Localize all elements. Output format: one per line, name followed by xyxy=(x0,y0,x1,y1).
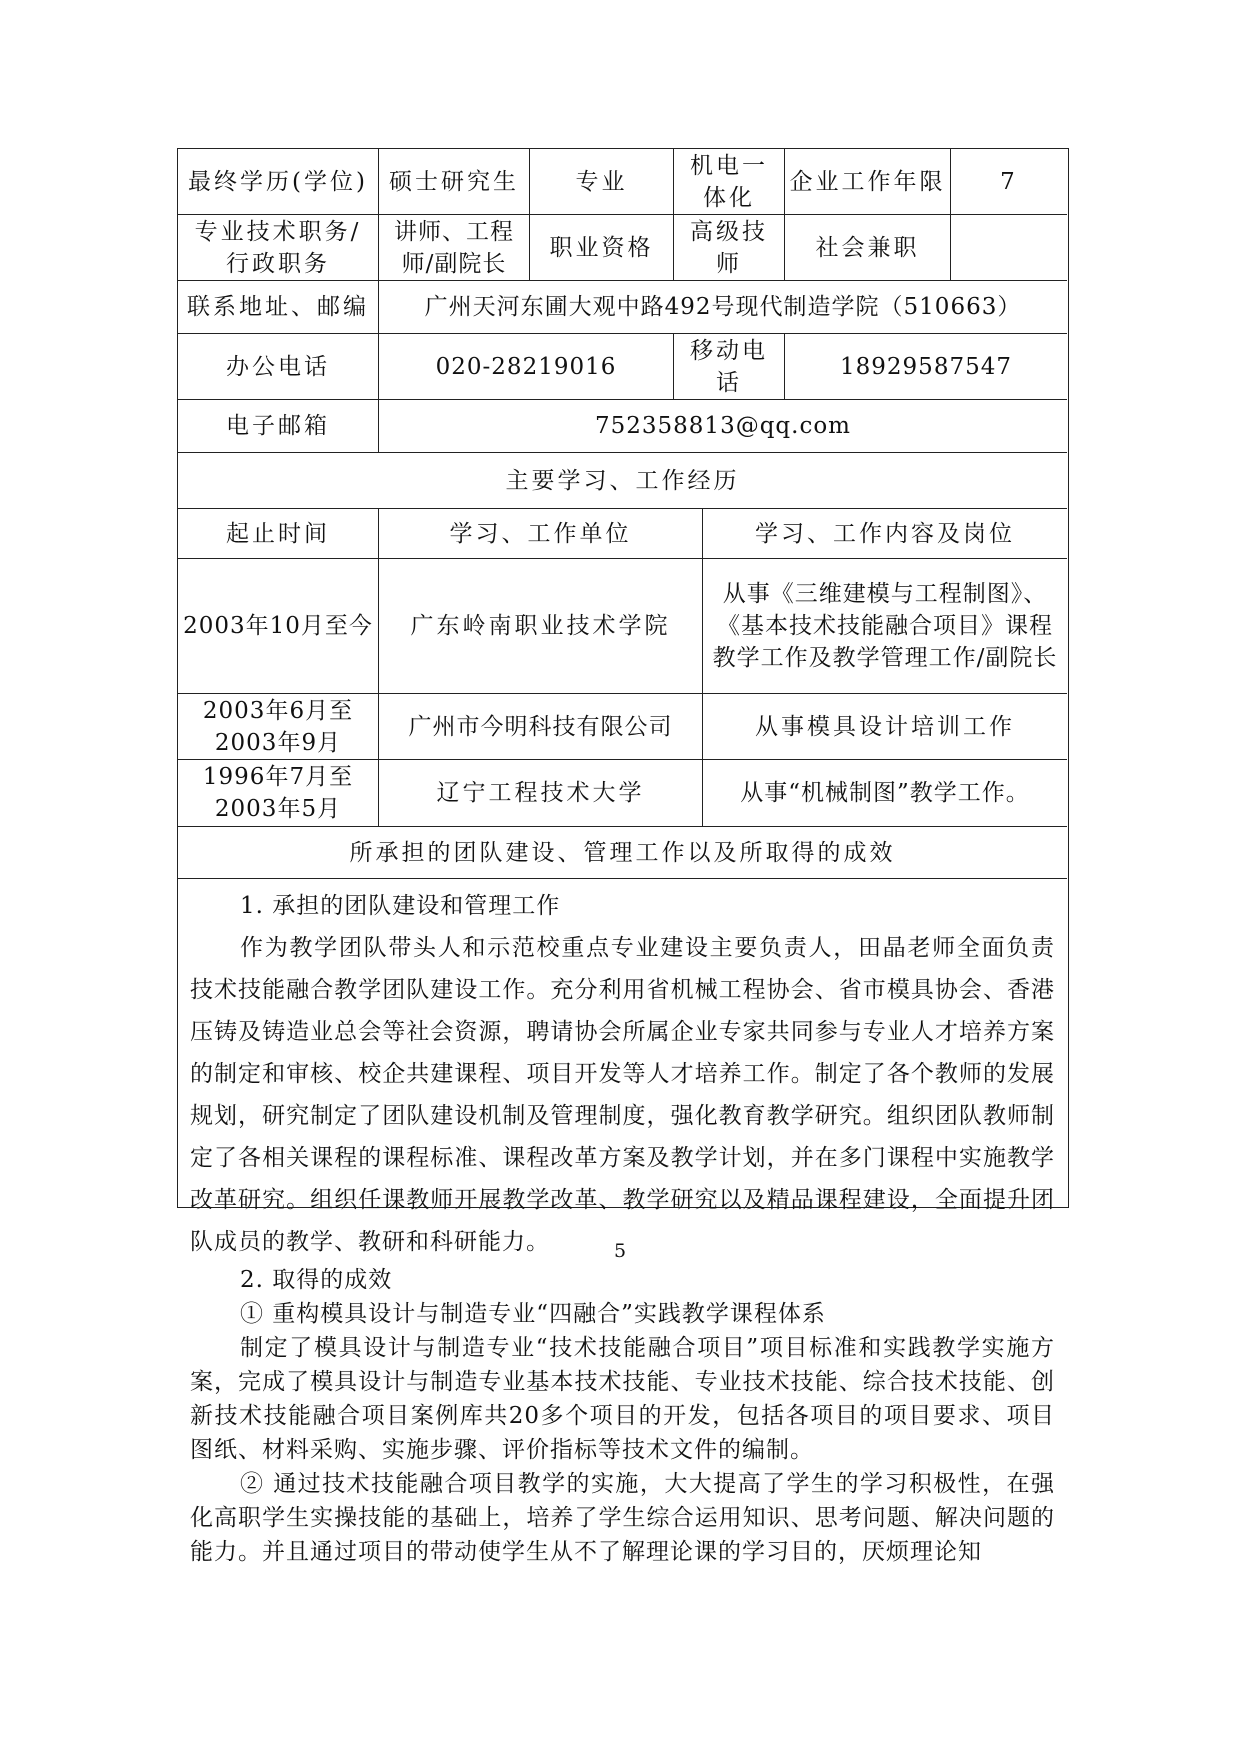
education-value: 硕士研究生 xyxy=(389,168,519,195)
table-row-1-content-cell xyxy=(703,559,1067,694)
office-phone-label-cell xyxy=(178,334,379,400)
header-period: 起止时间 xyxy=(226,520,330,547)
email-label: 电子邮箱 xyxy=(226,413,330,439)
table-row-1-content: 从事《三维建模与工程制图》、《基本技术技能融合项目》课程教学工作及教学管理工作/副院长 xyxy=(712,581,1058,671)
years-value-cell xyxy=(951,149,1067,215)
education-label-cell xyxy=(178,149,379,215)
table-row-3-period-cell xyxy=(178,760,379,827)
office-phone-label: 办公电话 xyxy=(226,353,330,380)
email-value: 752358813@qq.com xyxy=(595,413,851,439)
table-row-2-content: 从事模具设计培训工作 xyxy=(755,713,1015,740)
table-row-1-unit-cell xyxy=(379,559,703,694)
heading-results: 2. 取得的成效 xyxy=(240,1267,393,1293)
heading-team-management: 1. 承担的团队建设和管理工作 xyxy=(240,893,561,919)
table-row-3-unit: 辽宁工程技术大学 xyxy=(436,780,645,806)
major-label-cell xyxy=(530,149,674,215)
mobile-label: 移动电话 xyxy=(690,337,768,396)
header-content: 学习、工作内容及岗位 xyxy=(755,520,1015,547)
table-row-3-period: 1996年7月至2003年5月 xyxy=(202,764,354,822)
major-value-cell xyxy=(674,149,785,215)
email-value-cell xyxy=(379,400,1067,453)
education-label: 最终学历(学位) xyxy=(188,168,368,195)
table-row-3-unit-cell xyxy=(379,760,703,827)
table-row-2-unit-cell xyxy=(379,694,703,760)
result-item-1-text: 制定了模具设计与制造专业“技术技能融合项目”项目标准和实践教学实施方案，完成了模具设计与制造专业基本技术技能、专业技术技能、综合技术技能、创新技术技能融合项目案例库共20多个项目的开发，包括各项目的项目要求、项目图纸、材料采购、实施步骤、评价指标等技术文件的编制。 xyxy=(190,1335,1055,1463)
office-phone-value-cell xyxy=(379,334,674,400)
table-row-3-content: 从事“机械制图”教学工作。 xyxy=(740,780,1030,806)
sidejob-label: 社会兼职 xyxy=(815,234,920,261)
mobile-value-cell xyxy=(785,334,1067,400)
experience-section-title-cell xyxy=(178,453,1067,509)
header-unit-cell xyxy=(379,509,703,559)
years-value: 7 xyxy=(1000,168,1018,195)
header-content-cell xyxy=(703,509,1067,559)
years-label: 企业工作年限 xyxy=(789,168,946,195)
table-row-2-unit: 广州市今明科技有限公司 xyxy=(408,713,673,740)
table-row-2-content-cell xyxy=(703,694,1067,760)
header-period-cell xyxy=(178,509,379,559)
table-row-1-period: 2003年10月至今 xyxy=(183,613,373,639)
address-value: 广州天河东圃大观中路492号现代制造学院（510663） xyxy=(424,294,1022,320)
result-item-1-title: ① 重构模具设计与制造专业“四融合”实践教学课程体系 xyxy=(240,1301,826,1327)
achievements-section-title: 所承担的团队建设、管理工作以及所取得的成效 xyxy=(349,839,896,866)
title-value-cell xyxy=(379,215,530,281)
achievements-section-title-cell xyxy=(178,827,1067,879)
address-label: 联系地址、邮编 xyxy=(187,294,369,320)
education-value-cell xyxy=(379,149,530,215)
mobile-value: 18929587547 xyxy=(840,353,1012,380)
sidejob-value-cell xyxy=(951,215,1067,281)
page-number: 5 xyxy=(613,1240,627,1262)
qualification-label-cell xyxy=(530,215,674,281)
header-unit: 学习、工作单位 xyxy=(449,520,632,547)
title-value: 讲师、工程师/副院长 xyxy=(394,218,514,277)
table-row-3-content-cell xyxy=(703,760,1067,827)
address-label-cell xyxy=(178,281,379,334)
sidejob-label-cell xyxy=(785,215,951,281)
resume-table xyxy=(177,148,1069,1565)
years-label-cell xyxy=(785,149,951,215)
title-label-cell xyxy=(178,215,379,281)
major-value: 机电一体化 xyxy=(690,152,768,211)
table-row-2-period-cell xyxy=(178,694,379,760)
paragraph-team-management: 作为教学团队带头人和示范校重点专业建设主要负责人，田晶老师全面负责技术技能融合教学团队建设工作。充分利用省机械工程协会、省市模具协会、香港压铸及铸造业总会等社会资源，聘请协会所属企业专家共同参与专业人才培养方案的制定和审核、校企共建课程、项目开发等人才培养工作。制定了各个教师的发展规划，研究制定了团队建设机制及管理制度，强化教育教学研究。组织团队教师制定了各相关课程的课程标准、课程改革方案及教学计划，并在多门课程中实施教学改革研究。组织任课教师开展教学改革、教学研究以及精品课程建设，全面提升团队成员的教学、教研和科研能力。 xyxy=(190,935,1055,1255)
table-row-1-unit: 广东岭南职业技术学院 xyxy=(410,613,671,639)
office-phone-value: 020-28219016 xyxy=(435,353,617,380)
table-row-2-period: 2003年6月至2003年9月 xyxy=(202,697,354,756)
qualification-label: 职业资格 xyxy=(549,234,654,261)
achievements-body xyxy=(178,879,1067,1569)
email-label-cell xyxy=(178,400,379,453)
mobile-label-cell xyxy=(674,334,785,400)
address-value-cell xyxy=(379,281,1067,334)
major-label: 专业 xyxy=(575,168,628,195)
qualification-value: 高级技师 xyxy=(690,218,768,277)
experience-section-title: 主要学习、工作经历 xyxy=(505,467,740,494)
result-item-2-text: ② 通过技术技能融合项目教学的实施，大大提高了学生的学习积极性，在强化高职学生实操技能的基础上，培养了学生综合运用知识、思考问题、解决问题的能力。并且通过项目的带动使学生从不了解理论课的学习目的，厌烦理论知 xyxy=(190,1471,1055,1565)
table-row-1-period-cell xyxy=(178,559,379,694)
qualification-value-cell xyxy=(674,215,785,281)
title-label: 专业技术职务/行政职务 xyxy=(194,218,362,277)
